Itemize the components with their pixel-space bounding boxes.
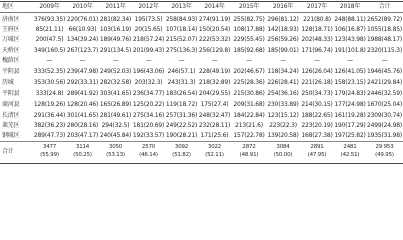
total-count-cell: 3084 xyxy=(276,144,290,150)
table-cell: 158(23.15) xyxy=(334,79,366,86)
table-cell: 382(36.23) xyxy=(33,122,66,129)
table-cell: 103(16.19) xyxy=(99,26,132,33)
table-cell: 229(55.45) xyxy=(233,36,265,43)
table-cell: 221(80.8) xyxy=(303,16,331,23)
row-region-label: 平阴县 xyxy=(2,90,20,97)
table-cell: 1670(25.04) xyxy=(367,101,402,108)
table-cell: — xyxy=(79,57,86,64)
table-cell: 236(34.77) xyxy=(132,90,165,97)
table-cell: 126(26.04) xyxy=(301,68,333,75)
total-rate-cell: (42.51) xyxy=(340,152,360,158)
total-rate-cell: (46.14) xyxy=(139,152,158,158)
table-cell: 256(59.26) xyxy=(267,36,299,43)
table-bottom-rule xyxy=(0,163,403,164)
total-count-cell: 3114 xyxy=(75,144,90,150)
total-rate-cell: (47.95) xyxy=(307,152,327,158)
table-cell: — xyxy=(314,57,320,64)
table-cell: 190(28.21) xyxy=(165,132,198,139)
table-cell: 240(45.84) xyxy=(99,132,132,139)
row-region-label: 历城 xyxy=(2,79,14,86)
table-cell: 150(20.54) xyxy=(198,26,231,33)
table-cell: — xyxy=(112,57,119,64)
table-cell: 228(49.19) xyxy=(198,68,231,75)
table-cell: 66(10.93) xyxy=(68,26,97,33)
table-cell: 139(20.58) xyxy=(267,132,299,139)
table-cell: 1988(48.17) xyxy=(367,36,402,43)
total-count-cell: 2891 xyxy=(310,144,324,150)
table-cell: 185(92.68) xyxy=(233,47,265,54)
total-rate-cell: (48.91) xyxy=(239,152,259,158)
table-cell: 249(52.03) xyxy=(99,68,132,75)
table-cell: — xyxy=(46,57,53,64)
row-region-label: 济南区 xyxy=(2,16,20,23)
table-cell: 106(16.87) xyxy=(334,26,366,33)
column-header: 合计 xyxy=(378,3,391,10)
table-cell: 376(93.35) xyxy=(33,16,66,23)
table-cell: 195(73.5) xyxy=(134,16,163,23)
table-cell: 197(25.82) xyxy=(334,132,366,139)
table-cell: 349(160.5) xyxy=(33,47,66,54)
table-cell: 85(21.11) xyxy=(35,26,64,33)
table-cell: 196(43.06) xyxy=(132,68,165,75)
table-cell: 281(49.61) xyxy=(99,112,132,119)
table-cell: — xyxy=(178,57,185,64)
table-cell: 303(41.65) xyxy=(99,90,132,97)
table-cell: 226(28.41) xyxy=(267,79,299,86)
table-cell: 2499(24.98) xyxy=(367,122,402,129)
total-count-cell: 2872 xyxy=(242,144,256,150)
table-cell: 179(24.83) xyxy=(334,90,366,97)
table-cell: 125(20.22) xyxy=(132,101,165,108)
total-count-cell: 3022 xyxy=(207,144,222,150)
table-cell: 128(18.71) xyxy=(301,26,333,33)
table-cell: 213(21.6) xyxy=(235,122,263,129)
table-cell: 280(28.16) xyxy=(66,122,99,129)
table-cell: 275(136.3) xyxy=(165,47,198,54)
table-cell: 2421(29.84) xyxy=(367,79,402,86)
table-cell: 243(31.3) xyxy=(167,79,196,86)
table-cell: 134(39.24) xyxy=(66,36,99,43)
table-cell: — xyxy=(211,57,218,64)
table-cell: 221(26.18) xyxy=(301,79,333,86)
column-header: 2015年 xyxy=(238,3,260,10)
table-cell: 119(18.72) xyxy=(165,101,198,108)
row-region-label: 商河县 xyxy=(2,101,20,108)
table-cell: — xyxy=(280,57,286,64)
table-cell: 222(53.32) xyxy=(198,36,231,43)
table-cell: 142(18.93) xyxy=(267,26,299,33)
total-rate-cell: (50.25) xyxy=(73,152,92,158)
table-cell: 107(18.14) xyxy=(165,26,198,33)
table-cell: 2446(32.59) xyxy=(367,90,402,97)
table-cell: 215(52.07) xyxy=(165,36,198,43)
table-cell: 126(41.05) xyxy=(334,68,366,75)
table-cell: 281(82.34) xyxy=(99,16,132,23)
table-cell: 218(32.89) xyxy=(198,79,231,86)
column-header: 2010年 xyxy=(72,3,93,10)
table-cell: 294(32.5) xyxy=(101,122,130,129)
table-cell: 128(19.26) xyxy=(33,101,66,108)
row-region-label: 钢城区 xyxy=(2,132,20,139)
table-cell: 123(15.12) xyxy=(267,112,299,119)
table-cell: 2309(30.74) xyxy=(367,112,402,119)
table-cell: 209(31.68) xyxy=(233,101,265,108)
table-cell: 256(129.8) xyxy=(198,47,231,54)
table-cell: 190(17.29) xyxy=(334,122,366,129)
table-cell: 214(30.15) xyxy=(301,101,333,108)
table-cell: 171(96.74) xyxy=(301,47,333,54)
column-header: 2013年 xyxy=(171,3,192,10)
table-cell: 123(43.98) xyxy=(334,36,366,43)
table-cell: 254(36.16) xyxy=(267,90,299,97)
table-cell: 128(20.46) xyxy=(66,101,99,108)
table-cell: 1935(31.98) xyxy=(367,132,402,139)
table-cell: — xyxy=(381,57,388,64)
total-count-cell: 3477 xyxy=(42,144,57,150)
table-cell: 188(22.65) xyxy=(301,112,333,119)
table-header-rule xyxy=(0,12,403,13)
column-header: 2018年 xyxy=(339,3,361,10)
total-count-cell: 2570 xyxy=(141,144,156,150)
table-cell: 232(28.11) xyxy=(198,122,231,129)
table-cell: 183(26.54) xyxy=(165,90,198,97)
column-header: 2011年 xyxy=(105,3,126,10)
column-header: 2016年 xyxy=(272,3,294,10)
table-cell: 200(47.5) xyxy=(35,36,64,43)
table-cell: 289(47.73) xyxy=(33,132,66,139)
total-rate-cell: (52.11) xyxy=(205,152,224,158)
table-cell: 202(48.33) xyxy=(301,36,333,43)
total-rate-cell: (49.95) xyxy=(375,152,394,158)
table-cell: 184(22.84) xyxy=(233,112,265,119)
table-cell: 282(32.58) xyxy=(99,79,132,86)
table-cell: 249(22.52) xyxy=(165,122,198,129)
total-rate-cell: (51.82) xyxy=(172,152,191,158)
table-cell: — xyxy=(347,57,353,64)
table-cell: 168(27.38) xyxy=(301,132,333,139)
row-region-label: 长清区 xyxy=(2,112,20,119)
table-cell: 215(30.86) xyxy=(233,90,265,97)
table-cell: 175(27.4) xyxy=(200,101,229,108)
row-region-label: 王府区 xyxy=(2,26,20,33)
total-count-cell: 29 953 xyxy=(375,144,394,150)
table-cell: 201(99.43) xyxy=(132,47,165,54)
column-header: 2017年 xyxy=(306,3,328,10)
table-cell: 248(88.11) xyxy=(334,16,366,23)
row-region-label: 天桥区 xyxy=(2,47,20,54)
table-cell: 2652(89.72) xyxy=(367,16,402,23)
column-header: 地区 xyxy=(2,3,14,10)
total-count-cell: 2481 xyxy=(343,144,357,150)
total-rate-cell: (50.00) xyxy=(273,152,293,158)
table-cell: 333(24.8) xyxy=(35,90,64,97)
table-total-rule xyxy=(0,141,403,142)
table-cell: 291(36.44) xyxy=(33,112,66,119)
table-cell: 220(76.01) xyxy=(66,16,99,23)
column-header: 2009年 xyxy=(39,3,60,10)
table-cell: 333(52.35) xyxy=(33,68,66,75)
table-cell: 225(28.36) xyxy=(233,79,265,86)
table-cell: 1055(18.85) xyxy=(367,26,402,33)
table-cell: — xyxy=(246,57,252,64)
total-label: 合计 xyxy=(2,148,14,155)
table-cell: 301(41.65) xyxy=(66,112,99,119)
table-cell: 257(31.36) xyxy=(165,112,198,119)
column-header: 2012年 xyxy=(138,3,159,10)
table-cell: 108(17.88) xyxy=(233,26,265,33)
table-cell: 223(20.19) xyxy=(301,122,333,129)
table-cell: 118(34.24) xyxy=(267,68,299,75)
table-cell: 202(46.67) xyxy=(233,68,265,75)
row-region-label: 万城区 xyxy=(2,36,20,43)
table-cell: 185(99.01) xyxy=(267,47,299,54)
column-header: 2014年 xyxy=(204,3,225,10)
table-cell: 20(15.65) xyxy=(134,26,163,33)
table-cell: 239(47.98) xyxy=(66,68,99,75)
table-cell: 296(81.12) xyxy=(267,16,299,23)
table-cell: 177(24.98) xyxy=(334,101,366,108)
table-cell: 248(32.47) xyxy=(198,112,231,119)
row-region-label: 莱芜区 xyxy=(2,122,20,129)
table-cell: 267(123.7) xyxy=(66,47,99,54)
table-cell: 255(82.75) xyxy=(233,16,265,23)
table-cell: 250(34.73) xyxy=(301,90,333,97)
total-count-cell: 3092 xyxy=(174,144,189,150)
table-cell: 246(57.1) xyxy=(167,68,196,75)
table-cell: 2320(115.3) xyxy=(367,47,402,54)
row-region-label: 平阴县 xyxy=(2,68,20,75)
table-cell: 165(26.89) xyxy=(99,101,132,108)
table-cell: 223(22.3) xyxy=(269,122,297,129)
table-cell: 230(33.89) xyxy=(267,101,299,108)
table-cell: 289(41.92) xyxy=(66,90,99,97)
table-cell: — xyxy=(145,57,152,64)
table-top-rule xyxy=(0,1,403,2)
total-count-cell: 3050 xyxy=(108,144,123,150)
table-cell: 292(33.31) xyxy=(66,79,99,86)
table-cell: 171(25.6) xyxy=(200,132,229,139)
table-cell: 157(22.78) xyxy=(233,132,265,139)
table-cell: 203(32.3) xyxy=(134,79,163,86)
table-cell: 181(20.69) xyxy=(132,122,165,129)
table-cell: 353(30.56) xyxy=(33,79,66,86)
table-cell: 1946(45.76) xyxy=(367,68,402,75)
total-rate-cell: (55.99) xyxy=(40,152,59,158)
table-cell: 192(33.57) xyxy=(132,132,165,139)
table-cell: 275(34.16) xyxy=(132,112,165,119)
table-cell: 218(57.24) xyxy=(132,36,165,43)
table-cell: 189(49.76) xyxy=(99,36,132,43)
total-rate-cell: (53.13) xyxy=(106,152,125,158)
table-cell: 274(91.19) xyxy=(198,16,231,23)
table-cell: 204(29.55) xyxy=(198,90,231,97)
table-cell: 191(101.8) xyxy=(334,47,366,54)
row-region-label: 槐荫区 xyxy=(2,57,20,64)
table-cell: 203(47.17) xyxy=(66,132,99,139)
table-cell: 161(19.28) xyxy=(334,112,366,119)
table-cell: 291(134.5) xyxy=(99,47,132,54)
table-cell: 258(84.93) xyxy=(165,16,198,23)
